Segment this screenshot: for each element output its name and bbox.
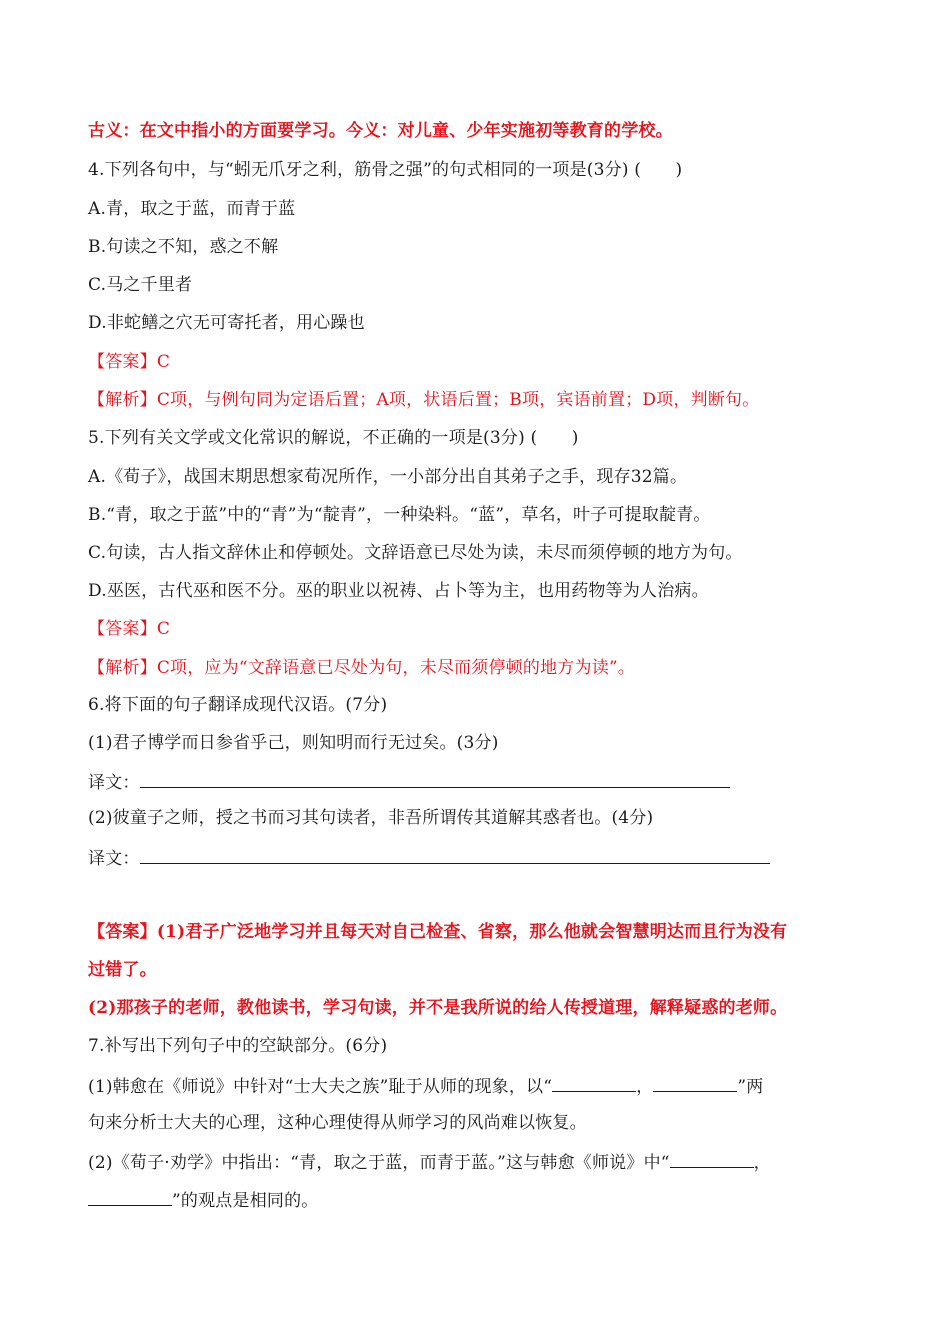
q4-option-c: C.马之千里者	[88, 275, 193, 295]
q3-answer-meaning: 古义：在文中指小的方面要学习。今义：对儿童、少年实施初等教育的学校。	[88, 121, 673, 141]
q6-stem: 6.将下面的句子翻译成现代汉语。(7分)	[88, 695, 388, 715]
q7-sub2-cont	[88, 1187, 319, 1213]
q7-sub1-text: (1)韩愈在《师说》中针对“士大夫之族”耻于从师的现象，以“	[88, 1077, 553, 1097]
q7-stem: 7.补写出下列句子中的空缺部分。(6分)	[88, 1036, 388, 1056]
q4-answer	[88, 350, 170, 374]
fill-blank	[88, 1187, 172, 1206]
q5-answer	[88, 617, 170, 641]
q5-analysis	[88, 656, 635, 680]
q5-option-c: C.句读，古人指文辞休止和停顿处。文辞语意已尽处为读，未尽而须停顿的地方为句。	[88, 543, 743, 563]
q5-option-d: D.巫医，古代巫和医不分。巫的职业以祝祷、占卜等为主，也用药物等为人治病。	[88, 581, 709, 601]
fill-blank	[670, 1149, 754, 1168]
q7-sub2-separator: ，	[753, 1153, 771, 1173]
q7-sub1-cont: 句来分析士大夫的心理，这种心理使得从师学习的风尚难以恢复。	[88, 1113, 587, 1133]
q5-stem: 5.下列有关文学或文化常识的解说，不正确的一项是(3分) ( )	[88, 428, 579, 448]
q6-translation-1	[88, 769, 730, 795]
q6-answer-1-cont: 过错了。	[88, 960, 157, 980]
q6-sub1: (1)君子博学而日参省乎己，则知明而行无过矣。(3分)	[88, 733, 499, 753]
q4-analysis	[88, 388, 759, 412]
q4-stem: 4.下列各句中，与“蚓无爪牙之利，筋骨之强”的句式相同的一项是(3分) ( )	[88, 160, 683, 180]
q6-answer-1	[88, 920, 787, 944]
q7-sub1-text-end: ”两	[737, 1077, 764, 1097]
q7-sub1	[88, 1073, 763, 1099]
translation-answer-line	[140, 769, 730, 788]
q7-sub2-text-end: ”的观点是相同的。	[172, 1191, 319, 1211]
answer-text: (1)君子广泛地学习并且每天对自己检查、省察，那么他就会智慧明达而且行为没有	[156, 922, 788, 942]
analysis-text: C项，与例句同为定语后置；A项，状语后置；B项，宾语前置；D项，判断句。	[156, 390, 760, 410]
q6-answer-2: (2)那孩子的老师，教他读书，学习句读，并不是我所说的给人传授道理，解释疑惑的老师。	[88, 998, 788, 1018]
answer-value: C	[156, 619, 171, 639]
q6-sub2: (2)彼童子之师，授之书而习其句读者，非吾所谓传其道解其惑者也。(4分)	[88, 808, 654, 828]
answer-value: C	[156, 352, 171, 372]
q5-option-b: B.“青，取之于蓝”中的“青”为“靛青”，一种染料。“蓝”，草名，叶子可提取靛青。	[88, 505, 711, 525]
q7-sub2-text: (2)《荀子·劝学》中指出：“青，取之于蓝，而青于蓝。”这与韩愈《师说》中“	[88, 1153, 670, 1173]
answer-label: 【答案】	[88, 922, 157, 942]
translation-label: 译文：	[88, 773, 140, 793]
q7-sub1-separator: ，	[636, 1077, 654, 1097]
q4-option-d: D.非蛇鳝之穴无可寄托者，用心躁也	[88, 313, 365, 333]
analysis-text: C项，应为“文辞语意已尽处为句，未尽而须停顿的地方为读”。	[156, 658, 636, 678]
q5-option-a: A.《荀子》，战国末期思想家荀况所作，一小部分出自其弟子之手，现存32篇。	[88, 467, 688, 487]
answer-label: 【答案】	[88, 619, 157, 639]
translation-label: 译文：	[88, 849, 140, 869]
q7-sub2	[88, 1149, 771, 1175]
fill-blank	[653, 1073, 737, 1092]
analysis-label: 【解析】	[88, 390, 157, 410]
analysis-label: 【解析】	[88, 658, 157, 678]
q4-option-b: B.句读之不知，惑之不解	[88, 237, 279, 257]
q4-option-a: A.青，取之于蓝，而青于蓝	[88, 199, 296, 219]
q6-translation-2	[88, 845, 770, 871]
translation-answer-line	[140, 845, 770, 864]
answer-label: 【答案】	[88, 352, 157, 372]
fill-blank	[552, 1073, 636, 1092]
